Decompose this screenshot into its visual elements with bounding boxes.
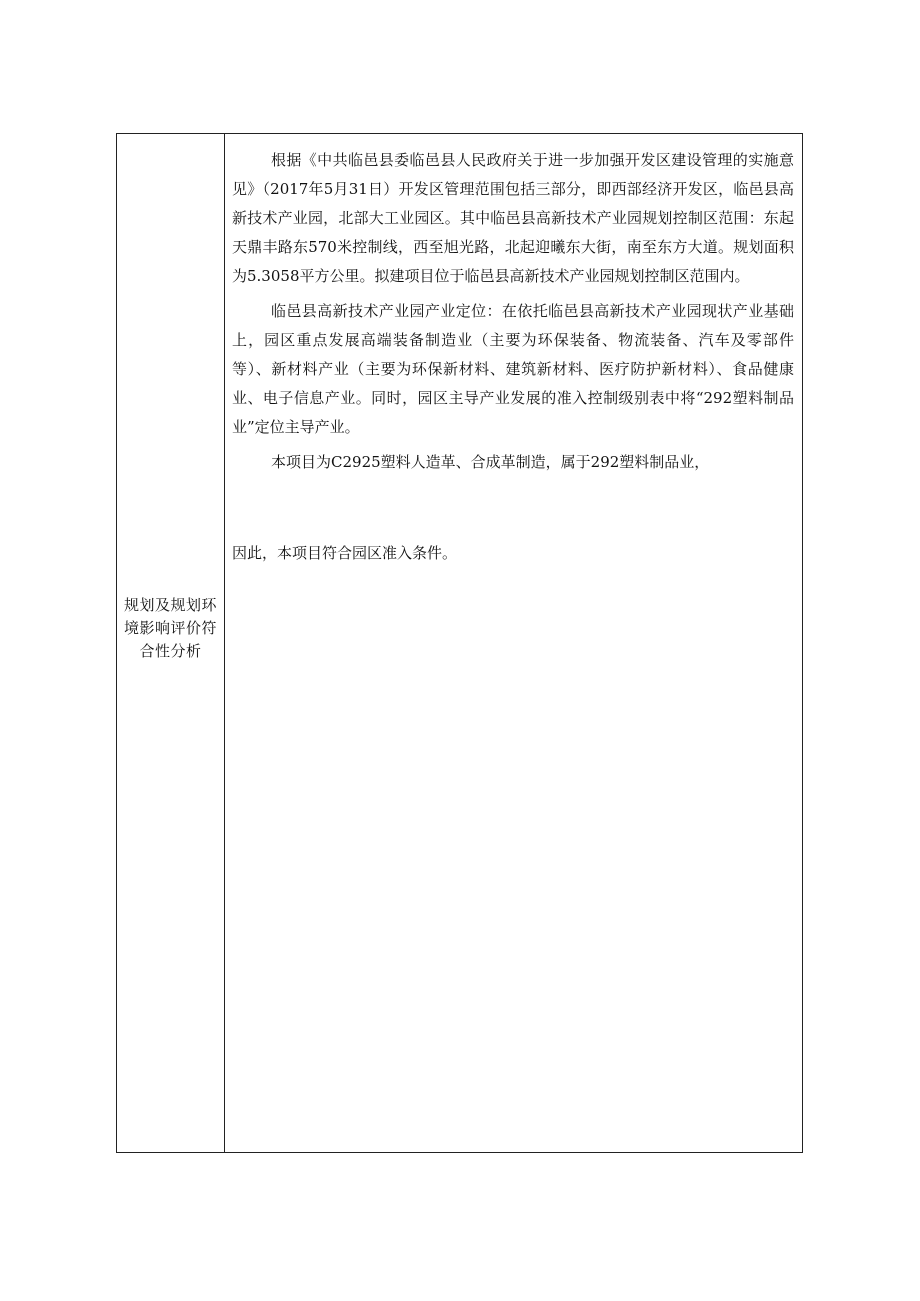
paragraph-conclusion: 因此，本项目符合园区准入条件。: [232, 544, 458, 562]
row-content-cell: [225, 134, 802, 1152]
paragraph-management-scope: 根据《中共临邑县委临邑县人民政府关于进一步加强开发区建设管理的实施意见》（2017年5月31日）开发区管理范围包括三部分，即西部经济开发区，临邑县高新技术产业园，北部大工业园区。其中临邑县高新技术产业园规划控制区范围：东起天鼎丰路东570米控制线，西至旭光路，北起迎曦东大街，南至东方大道。规划面积为5.3058平方公里。拟建项目位于临邑县高新技术产业园规划控制区范围内。: [232, 151, 794, 285]
row-label: 规划及规划环境影响评价符合性分析: [123, 595, 217, 660]
paragraph-industry-positioning: 临邑县高新技术产业园产业定位：在依托临邑县高新技术产业园现状产业基础上，园区重点发展高端装备制造业（主要为环保装备、物流装备、汽车及零部件等）、新材料产业（主要为环保新材料、建筑新材料、医疗防护新材料）、食品健康业、电子信息产业。同时，园区主导产业发展的准入控制级别表中将“292塑料制品业”定位主导产业。: [232, 302, 794, 436]
compliance-table: [116, 133, 803, 1153]
paragraph-project-classification: 本项目为C2925塑料人造革、合成革制造，属于292塑料制品业，: [271, 453, 710, 471]
row-label-cell: [117, 134, 225, 1152]
